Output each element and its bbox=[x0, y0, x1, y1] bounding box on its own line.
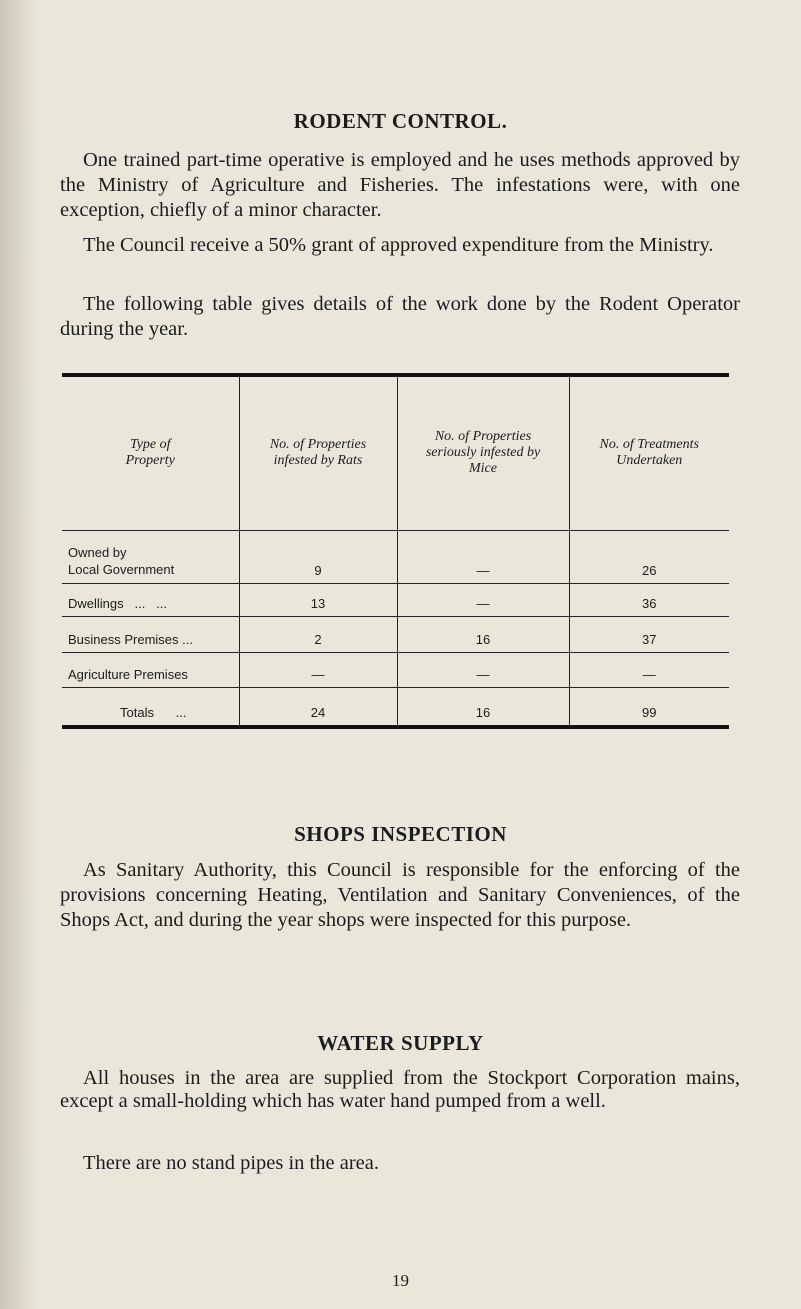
rodent-paragraph-2: The Council receive a 50% grant of approved expenditure from the Ministry. bbox=[83, 234, 714, 256]
header-treatments: No. of Treatments Undertaken bbox=[569, 375, 729, 530]
cell-rats: 13 bbox=[239, 583, 397, 616]
header-mice: No. of Properties seriously infested by Mice bbox=[397, 375, 569, 530]
cell-rats: 9 bbox=[239, 530, 397, 583]
table-totals-row bbox=[62, 687, 729, 727]
header-type-of-property: Type of Property bbox=[62, 375, 239, 530]
header-rats: No. of Properties infested by Rats bbox=[239, 375, 397, 530]
water-paragraph-2: There are no stand pipes in the area. bbox=[83, 1152, 379, 1174]
cell-rats-total: 24 bbox=[239, 687, 397, 727]
table-row bbox=[62, 616, 729, 652]
table-row bbox=[62, 583, 729, 616]
table-row bbox=[62, 652, 729, 687]
row-type-agriculture-premises: Agriculture Premises bbox=[62, 652, 239, 687]
cell-treatments-total: 99 bbox=[569, 687, 729, 727]
table-header-row bbox=[62, 375, 729, 530]
row-type-totals: Totals ... bbox=[62, 687, 239, 727]
water-supply-heading: WATER SUPPLY bbox=[317, 1031, 484, 1055]
cell-rats: — bbox=[239, 652, 397, 687]
page-number: 19 bbox=[392, 1271, 409, 1290]
cell-mice-total: 16 bbox=[397, 687, 569, 727]
cell-mice: — bbox=[397, 583, 569, 616]
cell-treatments: 37 bbox=[569, 616, 729, 652]
shops-paragraph-1: As Sanitary Authority, this Council is responsible for the enforcing of the provisions concerning Heating, Ventilation and Sanitary Conveniences, of the Shops Act, and during the year shops were inspected for this purpose. bbox=[60, 859, 740, 931]
cell-treatments: 36 bbox=[569, 583, 729, 616]
shops-inspection-heading: SHOPS INSPECTION bbox=[294, 822, 507, 846]
row-type-owned-by-local-government: Owned by Local Government bbox=[62, 530, 239, 583]
rodent-paragraph-1: One trained part-time operative is employed and he uses methods approved by the Ministry of Agriculture and Fisheries. The infestations were, with one exception, chiefly of a minor character. bbox=[60, 149, 740, 221]
rodent-control-heading: RODENT CONTROL. bbox=[293, 109, 508, 133]
cell-mice: — bbox=[397, 530, 569, 583]
cell-mice: — bbox=[397, 652, 569, 687]
cell-mice: 16 bbox=[397, 616, 569, 652]
water-paragraph-1: All houses in the area are supplied from the Stockport Corporation mains, except a small-holding which has water hand pumped from a well. bbox=[60, 1067, 740, 1112]
rodent-paragraph-3: The following table gives details of the work done by the Rodent Operator during the year. bbox=[60, 293, 740, 340]
row-type-dwellings: Dwellings ... ... bbox=[62, 583, 239, 616]
cell-treatments: 26 bbox=[569, 530, 729, 583]
row-type-business-premises: Business Premises ... bbox=[62, 616, 239, 652]
cell-treatments: — bbox=[569, 652, 729, 687]
rodent-table bbox=[62, 373, 729, 729]
cell-rats: 2 bbox=[239, 616, 397, 652]
table-row bbox=[62, 530, 729, 583]
